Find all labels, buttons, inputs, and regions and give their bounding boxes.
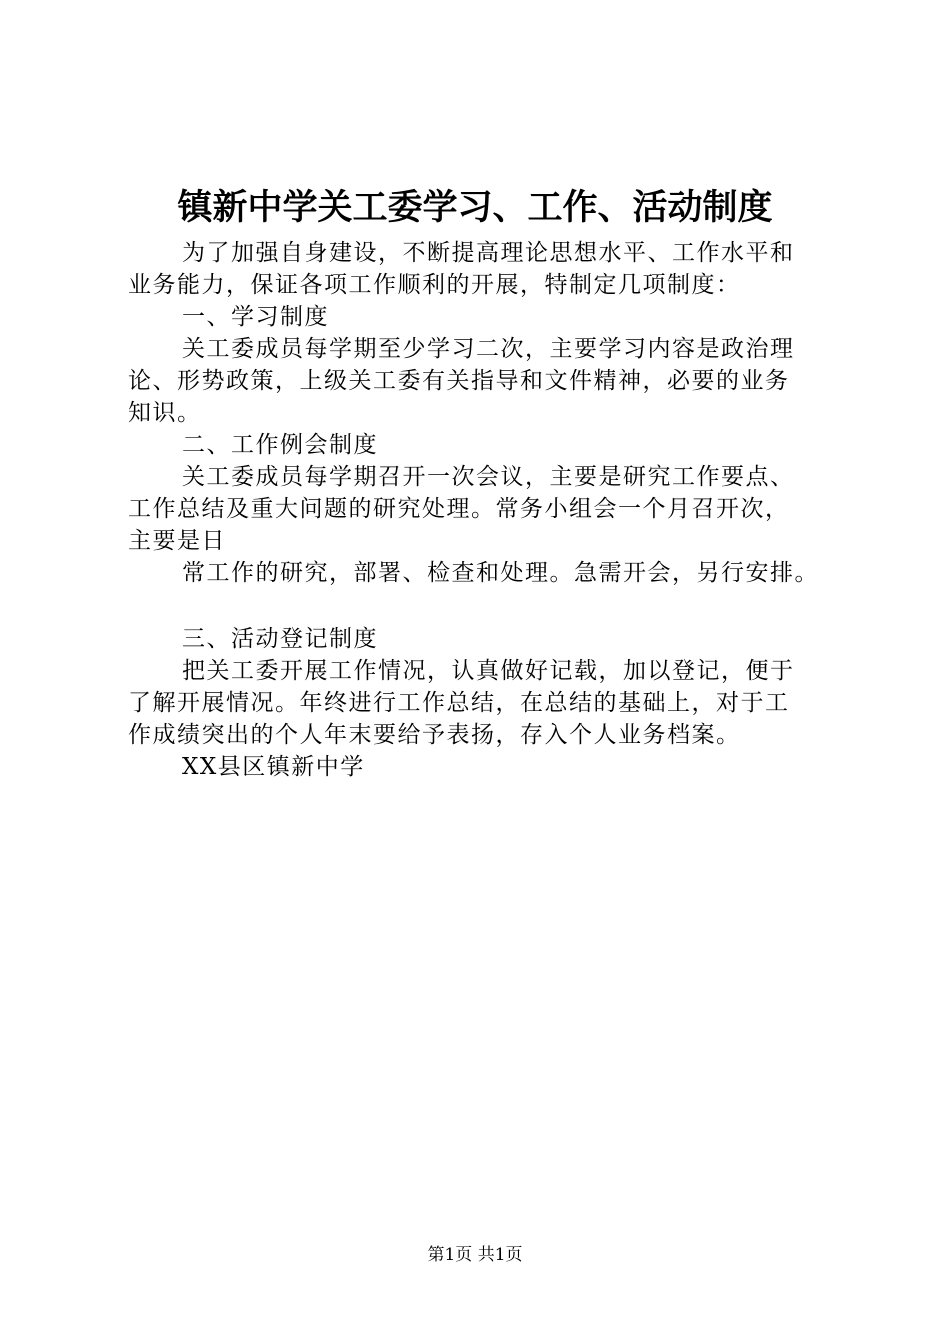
signature: XX县区镇新中学 <box>182 754 365 780</box>
section-text-line: 工作总结及重大问题的研究处理。常务小组会一个月召开次， <box>128 496 790 522</box>
blank-line <box>128 589 848 623</box>
intro-line: 为了加强自身建设，不断提高理论思想水平、工作水平和 <box>182 240 795 266</box>
section-text-line: 作成绩突出的个人年末要给予表扬，存入个人业务档案。 <box>128 722 741 748</box>
section-heading-study: 一、学习制度 <box>182 304 329 330</box>
intro-line: 业务能力，保证各项工作顺利的开展，特制定几项制度： <box>128 272 741 298</box>
section-text-line: 关工委成员每学期至少学习二次，主要学习内容是政治理 <box>182 336 795 362</box>
section-text-line: 论、形势政策，上级关工委有关指导和文件精神，必要的业务 <box>128 368 790 394</box>
document-body <box>128 237 848 783</box>
section-text-line: 主要是日 <box>128 528 226 554</box>
section-heading-meeting: 二、工作例会制度 <box>182 432 378 458</box>
document-title: 镇新中学关工委学习、工作、活动制度 <box>177 187 773 228</box>
section-heading-activity: 三、活动登记制度 <box>182 626 378 652</box>
section-text-line: 常工作的研究，部署、检查和处理。急需开会，另行安排。 <box>182 560 819 586</box>
section-text-line: 了解开展情况。年终进行工作总结，在总结的基础上，对于工 <box>128 690 790 716</box>
page-footer: 第1页 共1页 <box>427 1245 523 1265</box>
section-text-line: 知识。 <box>128 400 202 426</box>
section-text-line: 关工委成员每学期召开一次会议，主要是研究工作要点、 <box>182 464 795 490</box>
section-text-line: 把关工委开展工作情况，认真做好记载，加以登记，便于 <box>182 658 795 684</box>
